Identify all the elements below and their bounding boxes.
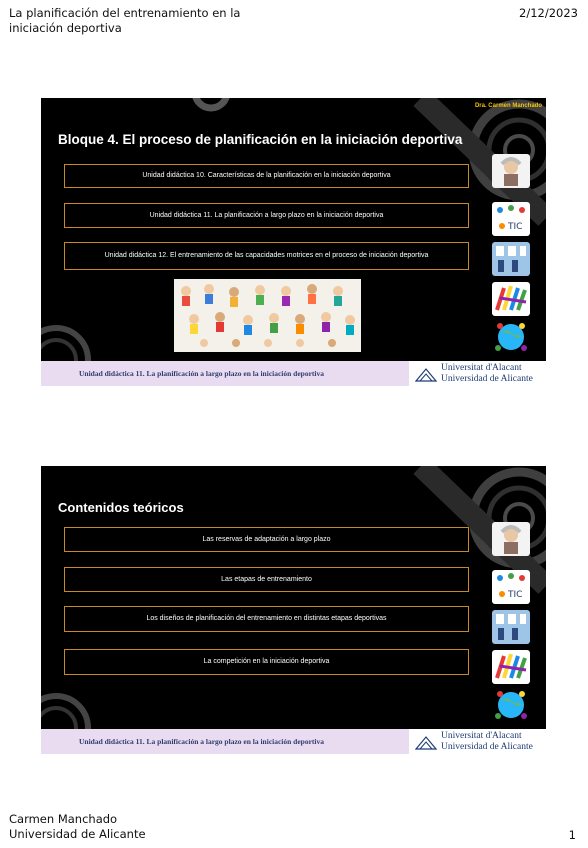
footer-institution: Universidad de Alicante [9,827,146,841]
univ-name-spanish: Universidad de Alicante [441,742,533,752]
slide-title: Bloque 4. El proceso de planificación en la iniciación deportiva [58,132,463,147]
content-box-3: Los diseños de planificación del entrenamiento en distintas etapas deportivas [64,606,469,632]
document-date: 2/12/2023 [519,6,578,20]
tic-label: TIC [508,590,523,600]
classroom-people-icon [492,242,530,276]
unit-11-box: Unidad didáctica 11. La planificación a largo plazo en la iniciación deportiva [64,203,469,228]
univ-name-valencian: Universitat d'Alacant [441,731,522,741]
unit-10-box: Unidad didáctica 10. Características de la planificación en la iniciación deportiva [64,164,469,188]
footer-author: Carmen Manchado [9,812,118,826]
slide-1 [41,98,546,386]
content-box-1: Las reservas de adaptación a largo plazo [64,527,469,552]
slide-footer-bar: Unidad didáctica 11. La planificación a largo plazo en la iniciación deportiva [41,361,409,386]
colorful-hands-icon [492,282,530,316]
content-box-2: Las etapas de entrenamiento [64,567,469,592]
footer-author-block [9,812,146,842]
children-sports-illustration [174,279,361,352]
slide-footer-bar: Unidad didáctica 11. La planificación a largo plazo en la iniciación deportiva [41,729,409,754]
tic-network-icon [492,570,530,604]
university-logo-icon [415,368,437,382]
einstein-scientist-icon [492,522,530,556]
classroom-people-icon [492,610,530,644]
colorful-hands-icon [492,650,530,684]
document-header-title: La planificación del entrenamiento en la iniciación deportiva [9,6,241,35]
tic-network-icon [492,202,530,236]
slide-author: Dra. Carmen Manchado [474,103,542,109]
slide-title: Contenidos teóricos [58,500,184,515]
unit-12-box: Unidad didáctica 12. El entrenamiento de las capacidades motrices en el proceso de iniciación deportiva [64,242,469,270]
university-logo-icon [415,736,437,750]
world-globe-people-icon [492,688,530,722]
univ-name-valencian: Universitat d'Alacant [441,363,522,373]
tic-label: TIC [508,222,523,232]
slide-2 [41,466,546,754]
university-logo-block [409,361,546,386]
einstein-scientist-icon [492,154,530,188]
univ-name-spanish: Universidad de Alicante [441,374,533,384]
university-logo-block [409,729,546,754]
page-number: 1 [568,828,576,842]
content-box-4: La competición en la iniciación deportiva [64,649,469,675]
world-globe-people-icon [492,320,530,354]
